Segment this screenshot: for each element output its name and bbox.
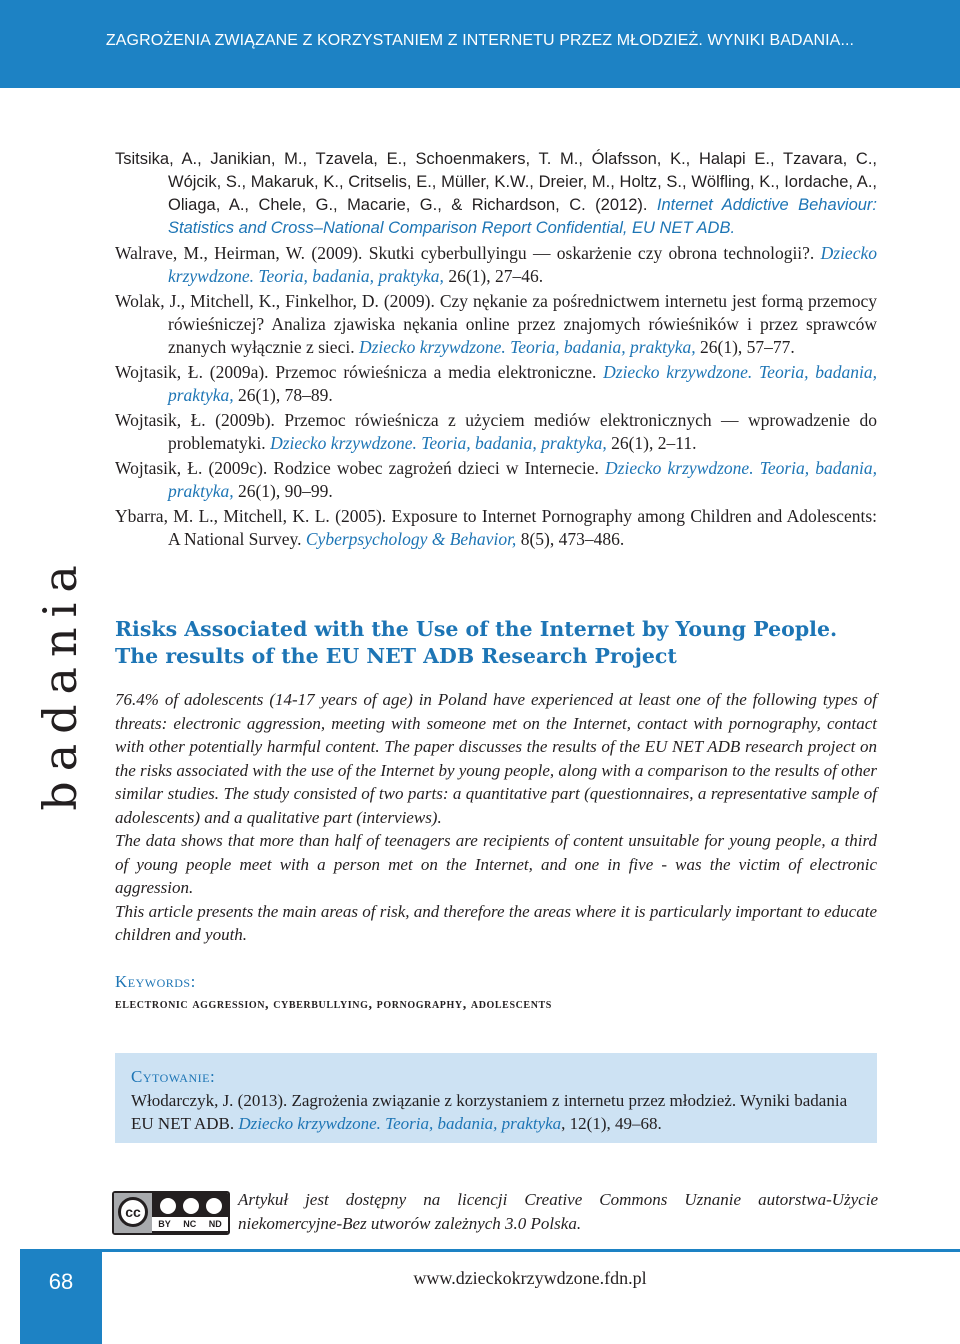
reference-item: Wojtasik, Ł. (2009b). Przemoc rówieśnicza z użyciem mediów elektronicznych — wprowadzenie do problematyki. Dziecko krzywdzone. Teoria, badania, praktyka, 26(1), 2–11. [115, 410, 877, 453]
reference-list [115, 148, 877, 553]
cc-label-by: BY [158, 1219, 171, 1229]
cc-icon: cc [118, 1197, 148, 1227]
keywords-heading: Keywords: [115, 972, 196, 991]
abstract-title-line: The results of the EU NET ADB Research Project [115, 644, 677, 668]
footer-url[interactable]: www.dzieckokrzywdzone.fdn.pl [413, 1268, 647, 1288]
page-number-box [20, 1249, 102, 1344]
noncommercial-icon [183, 1198, 199, 1214]
abstract-paragraph: The data shows that more than half of teenagers are recipients of content unsuitable for young people, a third of young people meet with a person met on the Internet, and one in five - was the victim of electronic aggression. [115, 831, 877, 897]
side-section-label [30, 505, 90, 860]
reference-item: Walrave, M., Heirman, W. (2009). Skutki cyberbullyingu — oskarżenie czy obrona technologii?. Dziecko krzywdzone. Teoria, badania, praktyka, 26(1), 27–46. [115, 243, 877, 286]
cc-label-nd: ND [208, 1219, 222, 1229]
citation-heading: Cytowanie: [131, 1067, 216, 1086]
noderivatives-icon [206, 1198, 222, 1214]
license-text: Artykuł jest dostępny na licencji Creative Commons Uznanie autorstwa-Użycie niekomercyjne-Bez utworów zależnych 3.0 Polska. [238, 1190, 878, 1233]
attribution-icon [160, 1198, 176, 1214]
running-header-title: ZAGROŻENIA ZWIĄZANE Z KORZYSTANIEM Z INTERNETU PRZEZ MŁODZIEŻ. WYNIKI BADANIA... [105, 32, 855, 49]
citation-box [115, 1053, 877, 1143]
abstract-paragraph: This article presents the main areas of risk, and therefore the areas where it is particularly important to educate children and youth. [115, 901, 877, 944]
creative-commons-badge [112, 1191, 230, 1235]
citation-text: Włodarczyk, J. (2013). Zagrożenia związanie z korzystaniem z internetu przez młodzież. Wyniki badania EU NET ADB. Dziecko krzywdzone. Teoria, badania, praktyka, 12(1), 49–68. [131, 1091, 848, 1133]
reference-item: Ybarra, M. L., Mitchell, K. L. (2005). Exposure to Internet Pornography among Children and Adolescents: A National Survey. Cyberpsychology & Behavior, 8(5), 473–486. [115, 506, 877, 549]
reference-item: Wojtasik, Ł. (2009c). Rodzice wobec zagrożeń dzieci w Internecie. Dziecko krzywdzone. Teoria, badania, praktyka, 26(1), 90–99. [115, 458, 877, 501]
reference-item: Wolak, J., Mitchell, K., Finkelhor, D. (2009). Czy nękanie za pośrednictwem internetu jest formą przemocy rówieśniczej? Analiza zjawiska nękania online przez znajomych rówieśników i przez sprawców znanych wyłącznie z sieci. Dziecko krzywdzone. Teoria, badania, praktyka, 26(1), 57–77. [115, 291, 877, 357]
keywords-list: electronic aggression, cyberbullying, pornography, adolescents [115, 997, 552, 1012]
abstract-title [115, 616, 877, 670]
abstract-title-line: Risks Associated with the Use of the Internet by Young People. [115, 617, 838, 641]
footer-divider [102, 1249, 960, 1252]
page-number: 68 [48, 1269, 74, 1294]
reference-item: Tsitsika, A., Janikian, M., Tzavela, E., Schoenmakers, T. M., Ólafsson, K., Halapi E., Tzavara, C., Wójcik, S., Makaruk, K., Critselis, E., Müller, K.W., Dreier, M., Holtz, S., Wölfling, K., Iordache, A., Oliaga, A., Chele, G., Macarie, G., & Richardson, C. (2012). Internet Addictive Behaviour: Statistics and Cross–National Comparison Report Confidential, EU NET ADB. [115, 150, 878, 237]
side-label-text: badania [33, 554, 87, 811]
reference-item: Wojtasik, Ł. (2009a). Przemoc rówieśnicza a media elektroniczne. Dziecko krzywdzone. Teoria, badania, praktyka, 26(1), 78–89. [115, 362, 878, 405]
abstract-body [115, 688, 877, 947]
abstract-paragraph: 76.4% of adolescents (14-17 years of age) in Poland have experienced at least one of the following types of threats: electronic aggression, meeting with someone met on the Internet, contact with pornography, contact with other potentially harmful content. The paper discusses the results of the EU NET ADB research project on the risks associated with the use of the Internet by young people, along with a comparison to the results of other similar studies. The study consisted of two parts: a quantitative part (questionnaires, a representative sample of adolescents) and a qualitative part (interviews). [115, 690, 877, 827]
cc-label-nc: NC [183, 1219, 197, 1229]
header-bar [0, 0, 960, 88]
